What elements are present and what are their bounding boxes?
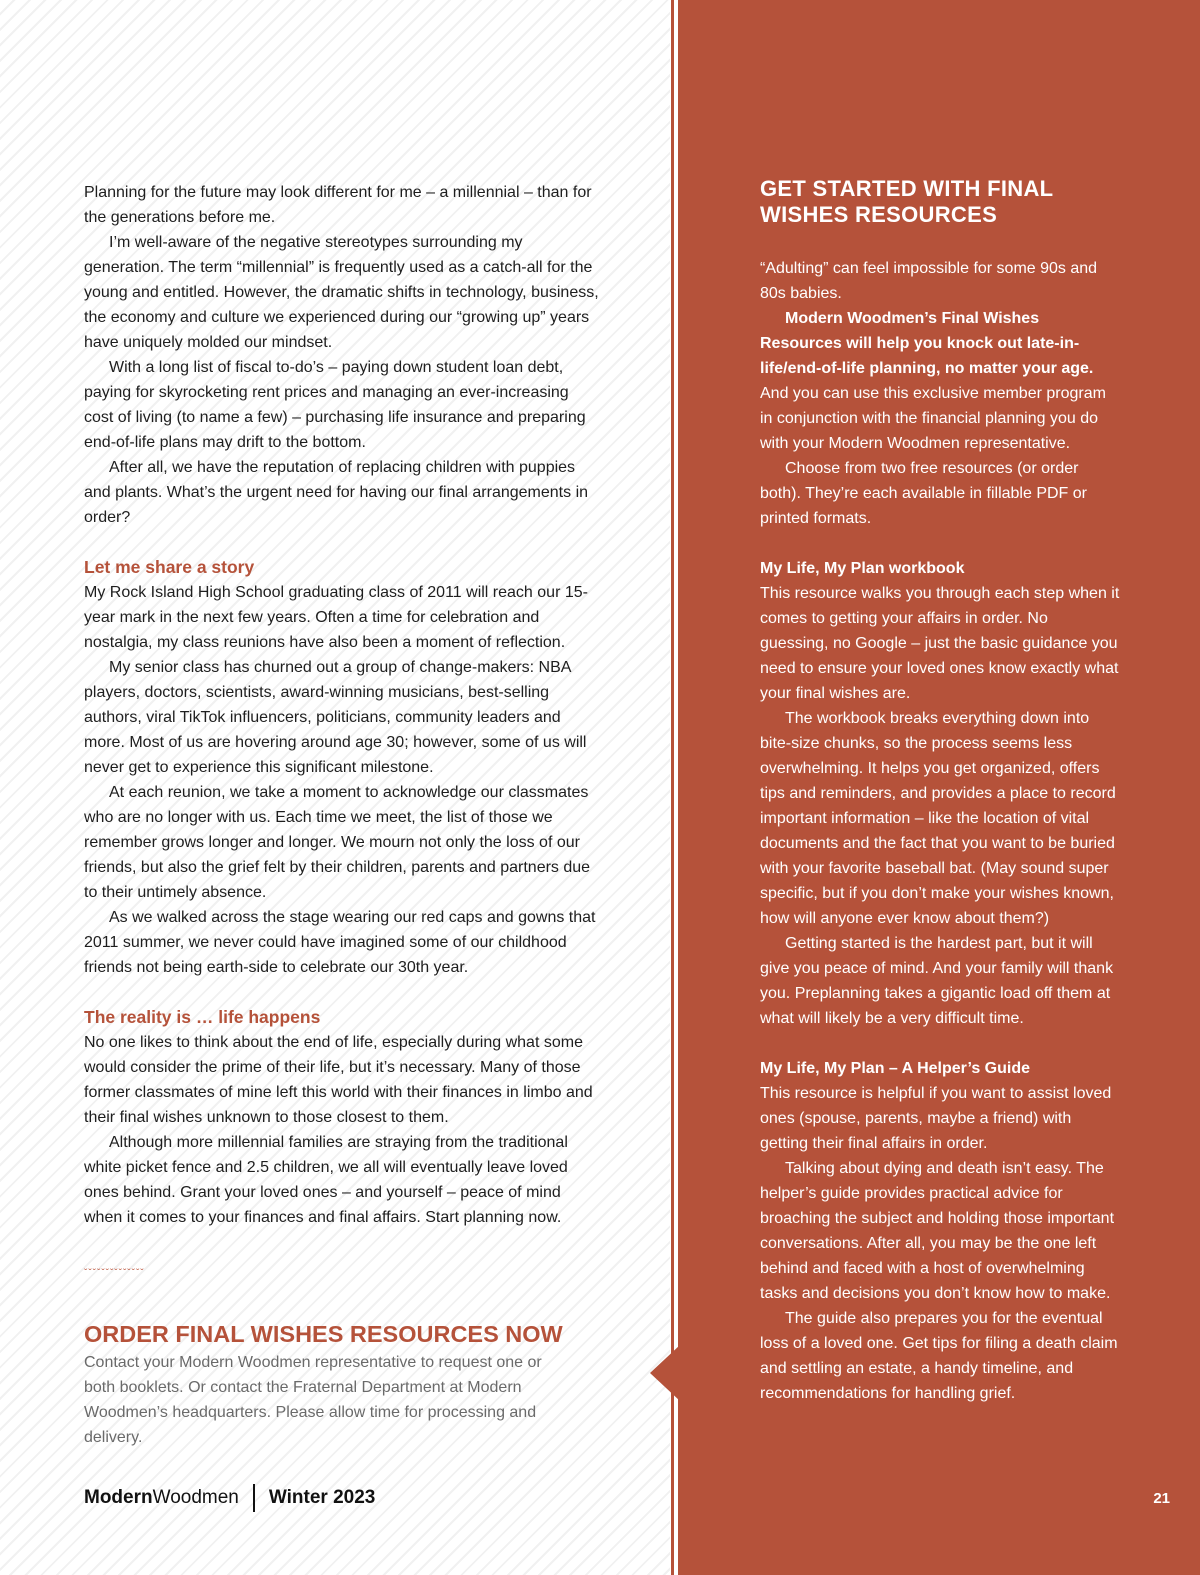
sidebar-content [760,176,1120,1406]
article-paragraph: Planning for the future may look different for me – a millennial – than for the generations before me. [84,184,592,226]
page-footer [84,1484,375,1512]
sidebar-lead-paragraph [760,306,1120,456]
article-paragraph: With a long list of fiscal to-do’s – paying down student loan debt, paying for skyrocketing rent prices and managing an ever-increasing cost of living (to name a few) – purchasing life insurance and preparing end-of-life plans may drift to the bottom. [84,359,586,451]
article-paragraph: As we walked across the stage wearing our red caps and gowns that 2011 summer, we never could have imagined some of our childhood friends not being earth-side to celebrate our 30th year. [84,909,596,976]
article-paragraph: I’m well-aware of the negative stereotypes surrounding my generation. The term “millennial” is frequently used as a catch-all for the young and entitled. However, the dramatic shifts in technology, business, the economy and culture we experienced during our “growing up” years have uniquely molded our mindset. [84,234,599,351]
article-paragraph: No one likes to think about the end of life, especially during what some would consider the prime of their life, but it’s necessary. Many of those former classmates of mine left this world with their finances in limbo and their final wishes unknown to those closest to them. [84,1034,593,1126]
footer-separator [253,1484,255,1512]
article-paragraph: Although more millennial families are straying from the traditional white picket fence and 2.5 children, we all will eventually leave loved ones behind. Grant your loved ones – and yourself – peace of mind when it comes to your finances and final affairs. Start planning now. [84,1134,568,1226]
guide-heading: My Life, My Plan – A Helper’s Guide [760,1060,1030,1077]
order-heading: ORDER FINAL WISHES RESOURCES NOW [84,1321,563,1347]
sidebar-title: GET STARTED WITH FINAL WISHES RESOURCES [760,176,1053,227]
sidebar-pointer [650,1345,680,1401]
sidebar-paragraph: The workbook breaks everything down into bite-size chunks, so the process seems less overwhelming. It helps you get organized, offers tips and reminders, and provides a place to record important information – like the location of vital documents and the fact that you want to be buried with your favorite baseball bat. (May sound super specific, but if you don’t make your wishes known, how will anyone ever know about them?) [760,710,1116,927]
section-heading-reality: The reality is … life happens [84,1007,321,1027]
sidebar-paragraph: This resource is helpful if you want to assist loved ones (spouse, parents, maybe a friend) with getting their final affairs in order. [760,1085,1112,1152]
workbook-heading: My Life, My Plan workbook [760,560,965,577]
sidebar-paragraph: The guide also prepares you for the eventual loss of a loved one. Get tips for filing a death claim and settling an estate, a handy timeline, and recommendations for handling grief. [760,1310,1118,1402]
sidebar-paragraph: Choose from two free resources (or order both). They’re each available in fillable PDF or printed formats. [760,460,1087,527]
decorative-ornament: ˇˇˇˇˇˇˇˇˇˇˇˇˇˇ [84,1268,145,1279]
article-body [84,180,599,1230]
brand-logo-bold: Modern [84,1487,153,1508]
issue-label: Winter 2023 [268,1487,376,1508]
sidebar-paragraph: Talking about dying and death isn’t easy. The helper’s guide provides practical advice for broaching the subject and holding those important conversations. After all, you may be the one left behind and faced with a host of overwhelming tasks and decisions you don’t know how to make. [760,1160,1115,1302]
brand-logo-light: Woodmen [152,1487,239,1508]
sidebar-paragraph: Getting started is the hardest part, but it will give you peace of mind. And your family will thank you. Preplanning takes a gigantic load off them at what will likely be a very difficult time. [760,935,1114,1027]
order-text: Contact your Modern Woodmen representative to request one or both booklets. Or contact the Fraternal Department at Modern Woodmen’s headquarters. Please allow time for processing and delivery. [84,1354,542,1446]
article-paragraph: After all, we have the reputation of replacing children with puppies and plants. What’s the urgent need for having our final arrangements in order? [84,459,589,526]
article-paragraph: My Rock Island High School graduating class of 2011 will reach our 15-year mark in the next few years. Often a time for celebration and nostalgia, my class reunions have also been a moment of reflection. [84,584,588,651]
page-number: 21 [1153,1490,1170,1507]
sidebar-lead-bold: Modern Woodmen’s Final Wishes Resources will help you knock out late-in-life/end-of-life planning, no matter your age. [760,310,1094,377]
article-paragraph: At each reunion, we take a moment to acknowledge our classmates who are no longer with us. Each time we meet, the list of those we remember grows longer and longer. We mourn not only the loss of our friends, but also the grief felt by their children, parents and partners due to their untimely absence. [84,784,591,901]
column-divider [671,0,674,1575]
sidebar-lead-rest: And you can use this exclusive member program in conjunction with the financial planning you do with your Modern Woodmen representative. [760,385,1106,452]
section-heading-story: Let me share a story [84,557,255,577]
article-paragraph: My senior class has churned out a group of change-makers: NBA players, doctors, scientists, award-winning musicians, best-selling authors, viral TikTok influencers, politicians, community leaders and more. Most of us are hovering around age 30; however, some of us will never get to experience this significant milestone. [84,659,587,776]
sidebar-paragraph: This resource walks you through each step when it comes to getting your affairs in order. No guessing, no Google – just the basic guidance you need to ensure your loved ones know exactly what your final wishes are. [760,585,1120,702]
sidebar-paragraph: “Adulting” can feel impossible for some 90s and 80s babies. [760,260,1098,302]
